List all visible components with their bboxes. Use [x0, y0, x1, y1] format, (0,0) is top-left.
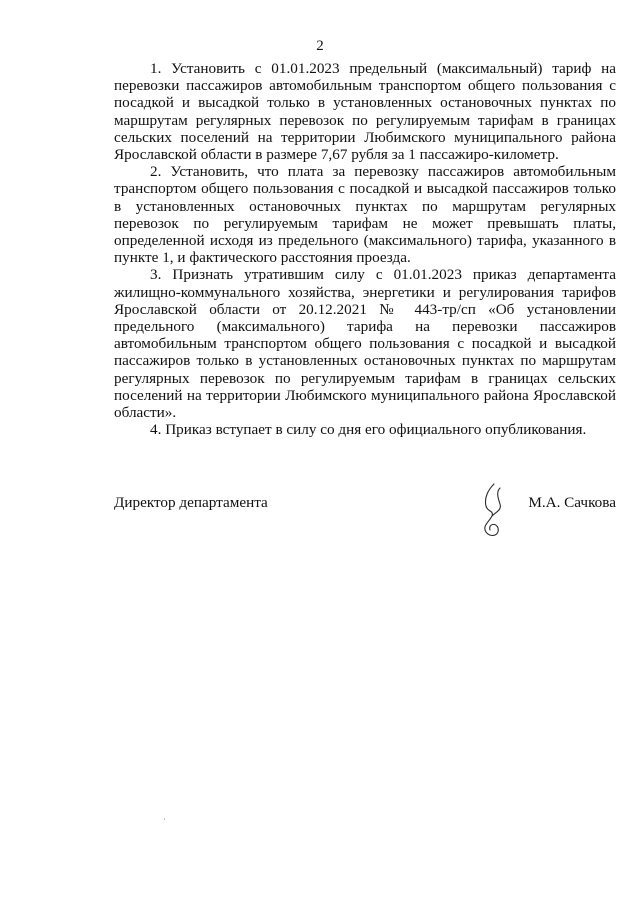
paragraph-2: 2. Установить, что плата за перевозку пассажиров автомобильным транспортом общего пользования с посадкой и высадкой пассажиров только в установленных остановочных пунктах по маршрутам регулярных перевозок по регулируемым тарифам не может превышать платы, определенной исходя из предельного (максимального) тарифа, указанного в пункте 1, и фактического расстояния проезда. — [114, 163, 616, 267]
paragraph-1: 1. Установить с 01.01.2023 предельный (максимальный) тариф на перевозки пассажиров автомобильным транспортом общего пользования с посадкой и высадкой только в установленных остановочных пунктах по маршрутам регулярных перевозок по регулируемым тарифам в границах сельских поселений на территории Любимского муниципального района Ярославской области в размере 7,67 рубля за 1 пассажиро-километр. — [114, 60, 616, 164]
paragraph-4: 4. Приказ вступает в силу со дня его официального опубликования. — [150, 421, 587, 439]
signatory-name: М.А. Сачкова — [528, 494, 616, 511]
paragraph-3: 3. Признать утратившим силу с 01.01.2023 приказ департамента жилищно-коммунального хозяйства, энергетики и регулирования тарифов Ярославской области от 20.12.2021 № 443-тр/сп «Об установлении предельного (максимального) тарифа на перевозки пассажиров автомобильным транспортом общего пользования с посадкой и высадкой пассажиров только в установленных остановочных пунктах по маршрутам регулярных перевозок по регулируемым тарифам в границах сельских поселений на территории Любимского муниципального района Ярославской области». — [114, 266, 616, 422]
signature-block — [114, 480, 616, 540]
page-number: 2 — [316, 38, 324, 54]
scan-artifact — [164, 818, 165, 820]
document-body — [114, 60, 616, 438]
handwritten-signature-icon — [474, 480, 514, 542]
signatory-position: Директор департамента — [114, 494, 268, 511]
